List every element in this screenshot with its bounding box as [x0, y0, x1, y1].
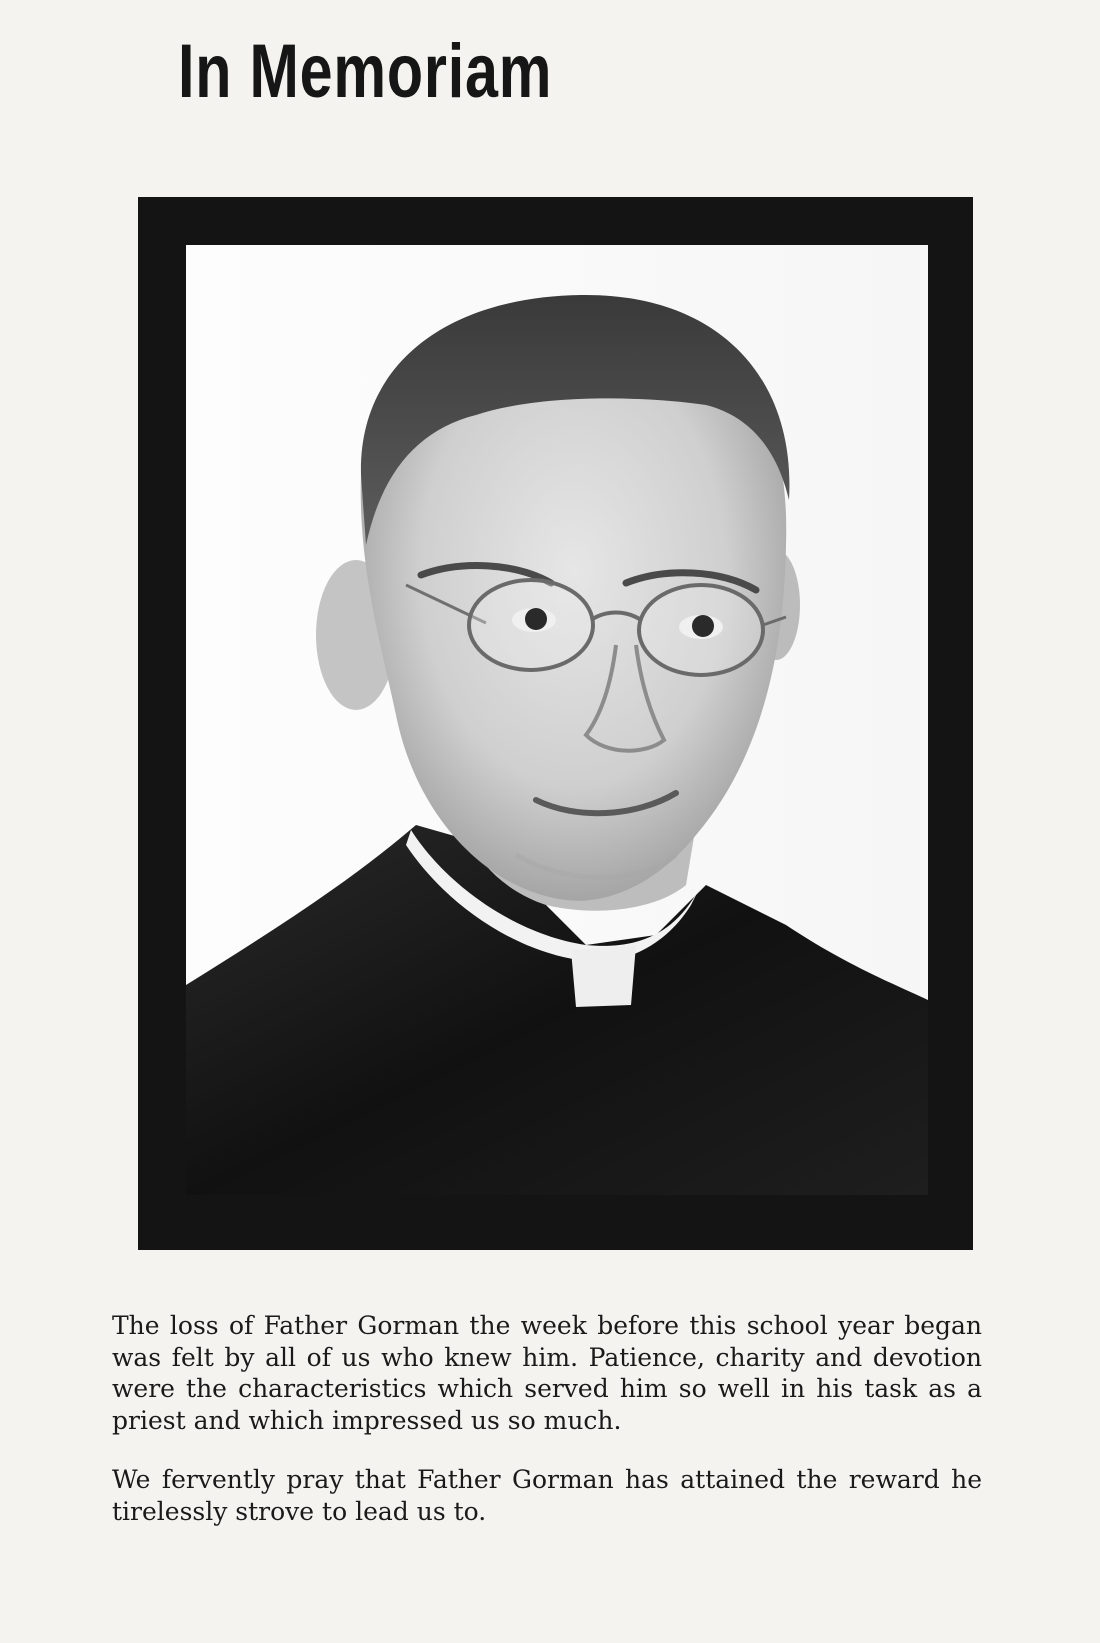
memorial-paragraph-2: We fervently pray that Father Gorman has attained the reward he tirelessly strove to lead us to.: [112, 1465, 982, 1526]
memorial-paragraph-1: The loss of Father Gorman the week before this school year began was felt by all of us who knew him. Patience, charity and devotion were the characteristics which served him so well in his task as a priest and which impressed us so much.: [112, 1311, 982, 1435]
priest-portrait-image: [186, 245, 928, 1195]
memorial-text: [112, 1310, 982, 1555]
portrait-photo: [186, 245, 928, 1195]
page-title: In Memoriam: [178, 29, 553, 114]
portrait-frame: [138, 197, 973, 1250]
